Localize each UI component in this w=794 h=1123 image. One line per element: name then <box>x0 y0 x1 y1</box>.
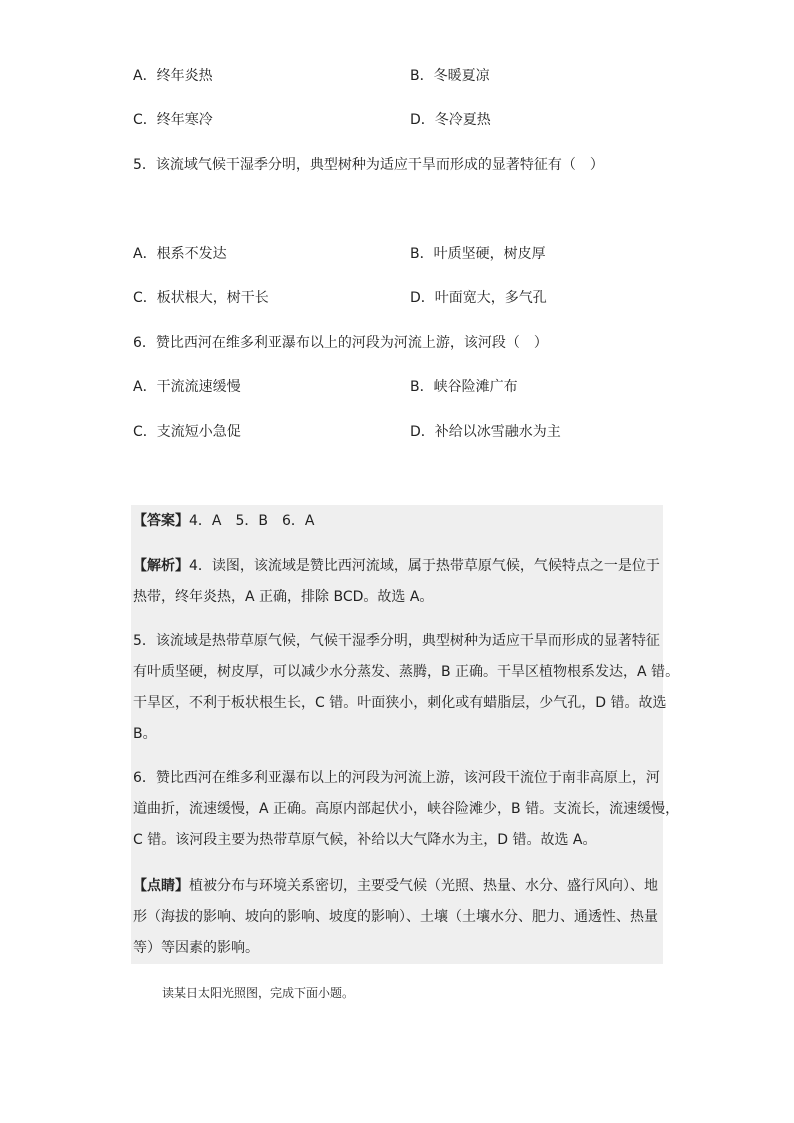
analysis-tag: 【解析】 <box>133 558 189 574</box>
analysis-p4-line2: 热带，终年炎热，A 正确，排除 BCD。故选 A。 <box>133 589 434 605</box>
comment-line3: 等）等因素的影响。 <box>133 940 259 956</box>
comment-line2: 形（海拔的影响、坡向的影响、坡度的影响）、土壤（土壤水分、肥力、通透性、热量 <box>133 909 658 925</box>
analysis-p6-line1: 6．赞比西河在维多利亚瀑布以上的河段为河流上游，该河段干流位于南非高原上，河 <box>133 770 660 786</box>
analysis-p4-line1: 4．读图，该流域是赞比西河流域，属于热带草原气候，气候特点之一是位于 <box>189 558 660 574</box>
q5-option-d: D．叶面宽大，多气孔 <box>410 290 547 306</box>
answer-line <box>133 511 314 531</box>
answer-text: 4．A 5．B 6．A <box>189 513 315 529</box>
comment-line-1 <box>133 876 658 896</box>
q6-option-b: B．峡谷险滩广布 <box>410 379 518 395</box>
q4-option-b: B．冬暖夏凉 <box>410 68 490 84</box>
comment-line1: 植被分布与环境关系密切，主要受气候（光照、热量、水分、盛行风向）、地 <box>189 878 658 894</box>
comment-tag: 【点睛】 <box>133 878 189 894</box>
q5-stem: 5．该流域气候干湿季分明，典型树种为适应干旱而形成的显著特征有（ ） <box>133 157 604 173</box>
analysis-p6-line3: C 错。该河段主要为热带草原气候，补给以大气降水为主，D 错。故选 A。 <box>133 832 597 848</box>
q5-option-b: B．叶质坚硬，树皮厚 <box>410 246 546 262</box>
q4-option-c: C．终年寒冷 <box>133 112 213 128</box>
q4-option-d: D．冬冷夏热 <box>410 112 491 128</box>
analysis-p5-line1: 5．该流域是热带草原气候，气候干湿季分明，典型树种为适应干旱而形成的显著特征 <box>133 633 660 649</box>
q6-option-c: C．支流短小急促 <box>133 424 241 440</box>
q6-option-a: A．干流流速缓慢 <box>133 379 241 395</box>
answer-tag: 【答案】 <box>133 513 189 529</box>
q4-option-a: A．终年炎热 <box>133 68 213 84</box>
analysis-p5-line4: B。 <box>133 726 157 742</box>
q5-option-a: A．根系不发达 <box>133 246 227 262</box>
analysis-p5-line2: 有叶质坚硬，树皮厚，可以减少水分蒸发、蒸腾，B 正确。干旱区植物根系发达，A 错。 <box>133 664 680 680</box>
q5-option-c: C．板状根大，树干长 <box>133 290 269 306</box>
q6-option-d: D．补给以冰雪融水为主 <box>410 424 561 440</box>
q6-stem: 6．赞比西河在维多利亚瀑布以上的河段为河流上游，该河段（ ） <box>133 335 548 351</box>
analysis-p5-line3: 干旱区，不利于板状根生长，C 错。叶面狭小，刺化或有蜡脂层，少气孔，D 错。故选 <box>133 695 667 711</box>
analysis-p6-line2: 道曲折，流速缓慢，A 正确。高原内部起伏小，峡谷险滩少，B 错。支流长，流速缓慢， <box>133 801 680 817</box>
next-question-intro: 读某日太阳光照图，完成下面小题。 <box>162 986 355 1000</box>
analysis-line-1 <box>133 556 660 576</box>
